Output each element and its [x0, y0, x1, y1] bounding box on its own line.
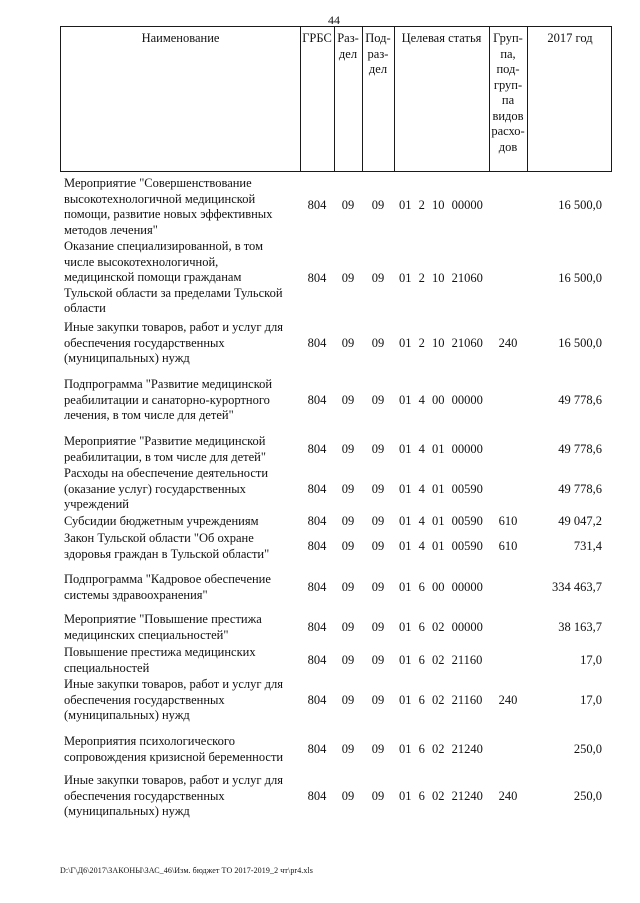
row-name: Субсидии бюджетным учреждениям [64, 514, 259, 528]
row-amount: 17,0 [580, 653, 602, 667]
row-vid: 240 [498, 693, 518, 707]
row-target: 01 4 01 00000 [399, 442, 483, 456]
row-razdel: 09 [341, 539, 355, 553]
row-target: 01 2 10 21060 [399, 336, 483, 350]
header-vid: Груп- па, под- груп- па видов расхо- дов [491, 31, 525, 154]
row-podrazdel: 09 [371, 442, 385, 456]
row-name: Иные закупки товаров, работ и услуг для обеспечения государственных (муниципальных) нужд [64, 773, 284, 819]
row-amount: 16 500,0 [558, 336, 602, 350]
row-grbs: 804 [307, 620, 327, 634]
page-number: 44 [328, 13, 340, 27]
row-target: 01 2 10 00000 [399, 198, 483, 212]
header-year: 2017 год [547, 31, 593, 45]
row-vid: 610 [498, 514, 518, 528]
row-name: Мероприятие "Развитие медицинской реабилитации, в том числе для детей" [64, 434, 266, 464]
row-name: Закон Тульской области "Об охране здоровья граждан в Тульской области" [64, 531, 270, 561]
row-amount: 38 163,7 [558, 620, 602, 634]
row-grbs: 804 [307, 693, 327, 707]
row-podrazdel: 09 [371, 271, 385, 285]
row-amount: 49 778,6 [558, 482, 602, 496]
header-grbs: ГРБС [302, 31, 332, 45]
row-target: 01 6 02 21240 [399, 742, 483, 756]
row-name: Расходы на обеспечение деятельности (оказание услуг) государственных учреждений [64, 466, 269, 512]
row-vid: 610 [498, 539, 518, 553]
row-name: Иные закупки товаров, работ и услуг для обеспечения государственных (муниципальных) нужд [64, 677, 284, 723]
row-podrazdel: 09 [371, 482, 385, 496]
row-target: 01 6 02 21160 [399, 653, 483, 667]
row-razdel: 09 [341, 514, 355, 528]
row-razdel: 09 [341, 653, 355, 667]
row-name: Мероприятие "Совершенствование высокотехнологичной медицинской помощи, развитие новых эффективных методов лечения" [64, 176, 273, 237]
row-podrazdel: 09 [371, 336, 385, 350]
row-grbs: 804 [307, 742, 327, 756]
row-target: 01 2 10 21060 [399, 271, 483, 285]
row-amount: 17,0 [580, 693, 602, 707]
row-razdel: 09 [341, 620, 355, 634]
row-podrazdel: 09 [371, 620, 385, 634]
row-name: Оказание специализированной, в том числе высокотехнологичной, медицинской помощи гражданам Тульской области за пределами Тульской области [64, 239, 283, 316]
row-podrazdel: 09 [371, 198, 385, 212]
row-podrazdel: 09 [371, 742, 385, 756]
row-grbs: 804 [307, 514, 327, 528]
row-target: 01 6 02 00000 [399, 620, 483, 634]
row-razdel: 09 [341, 393, 355, 407]
row-grbs: 804 [307, 653, 327, 667]
row-name: Подпрограмма "Развитие медицинской реабилитации и санаторно-курортного лечения, в том числе для детей" [64, 377, 273, 423]
row-name: Подпрограмма "Кадровое обеспечение системы здравоохранения" [64, 572, 271, 602]
row-target: 01 6 00 00000 [399, 580, 483, 594]
row-name: Иные закупки товаров, работ и услуг для обеспечения государственных (муниципальных) нужд [64, 320, 284, 366]
header-podrazdel: Под- раз- дел [365, 31, 391, 76]
row-grbs: 804 [307, 539, 327, 553]
row-razdel: 09 [341, 482, 355, 496]
row-amount: 16 500,0 [558, 198, 602, 212]
footer-file-path: D:\Г\Д6\2017\ЗАКОНЫ\ЗАС_46\Изм. бюджет ТО 2017-2019_2 чт\pr4.xls [60, 866, 314, 875]
row-razdel: 09 [341, 336, 355, 350]
row-razdel: 09 [341, 742, 355, 756]
row-target: 01 4 01 00590 [399, 514, 483, 528]
row-grbs: 804 [307, 580, 327, 594]
row-podrazdel: 09 [371, 514, 385, 528]
row-razdel: 09 [341, 271, 355, 285]
row-grbs: 804 [307, 271, 327, 285]
row-grbs: 804 [307, 336, 327, 350]
row-name: Мероприятия психологического сопровождения кризисной беременности [64, 734, 284, 764]
row-vid: 240 [498, 336, 518, 350]
row-razdel: 09 [341, 442, 355, 456]
row-amount: 334 463,7 [552, 580, 602, 594]
row-amount: 16 500,0 [558, 271, 602, 285]
row-amount: 49 778,6 [558, 393, 602, 407]
row-name: Повышение престижа медицинских специальностей [64, 645, 256, 675]
row-target: 01 4 00 00000 [399, 393, 483, 407]
row-podrazdel: 09 [371, 580, 385, 594]
row-target: 01 4 01 00590 [399, 482, 483, 496]
row-podrazdel: 09 [371, 653, 385, 667]
row-amount: 49 047,2 [558, 514, 602, 528]
row-target: 01 6 02 21240 [399, 789, 483, 803]
row-razdel: 09 [341, 580, 355, 594]
row-target: 01 6 02 21160 [399, 693, 483, 707]
row-razdel: 09 [341, 198, 355, 212]
header-name: Наименование [141, 31, 220, 45]
row-grbs: 804 [307, 789, 327, 803]
row-name: Мероприятие "Повышение престижа медицинских специальностей" [64, 612, 262, 642]
row-amount: 49 778,6 [558, 442, 602, 456]
row-grbs: 804 [307, 393, 327, 407]
row-grbs: 804 [307, 442, 327, 456]
row-podrazdel: 09 [371, 693, 385, 707]
header-target: Целевая статья [401, 31, 482, 45]
row-podrazdel: 09 [371, 539, 385, 553]
row-razdel: 09 [341, 693, 355, 707]
row-podrazdel: 09 [371, 393, 385, 407]
row-grbs: 804 [307, 198, 327, 212]
row-amount: 250,0 [573, 742, 602, 756]
row-vid: 240 [498, 789, 518, 803]
row-razdel: 09 [341, 789, 355, 803]
row-amount: 250,0 [573, 789, 602, 803]
row-podrazdel: 09 [371, 789, 385, 803]
row-target: 01 4 01 00590 [399, 539, 483, 553]
row-amount: 731,4 [573, 539, 602, 553]
header-razdel: Раз- дел [337, 31, 359, 61]
row-grbs: 804 [307, 482, 327, 496]
